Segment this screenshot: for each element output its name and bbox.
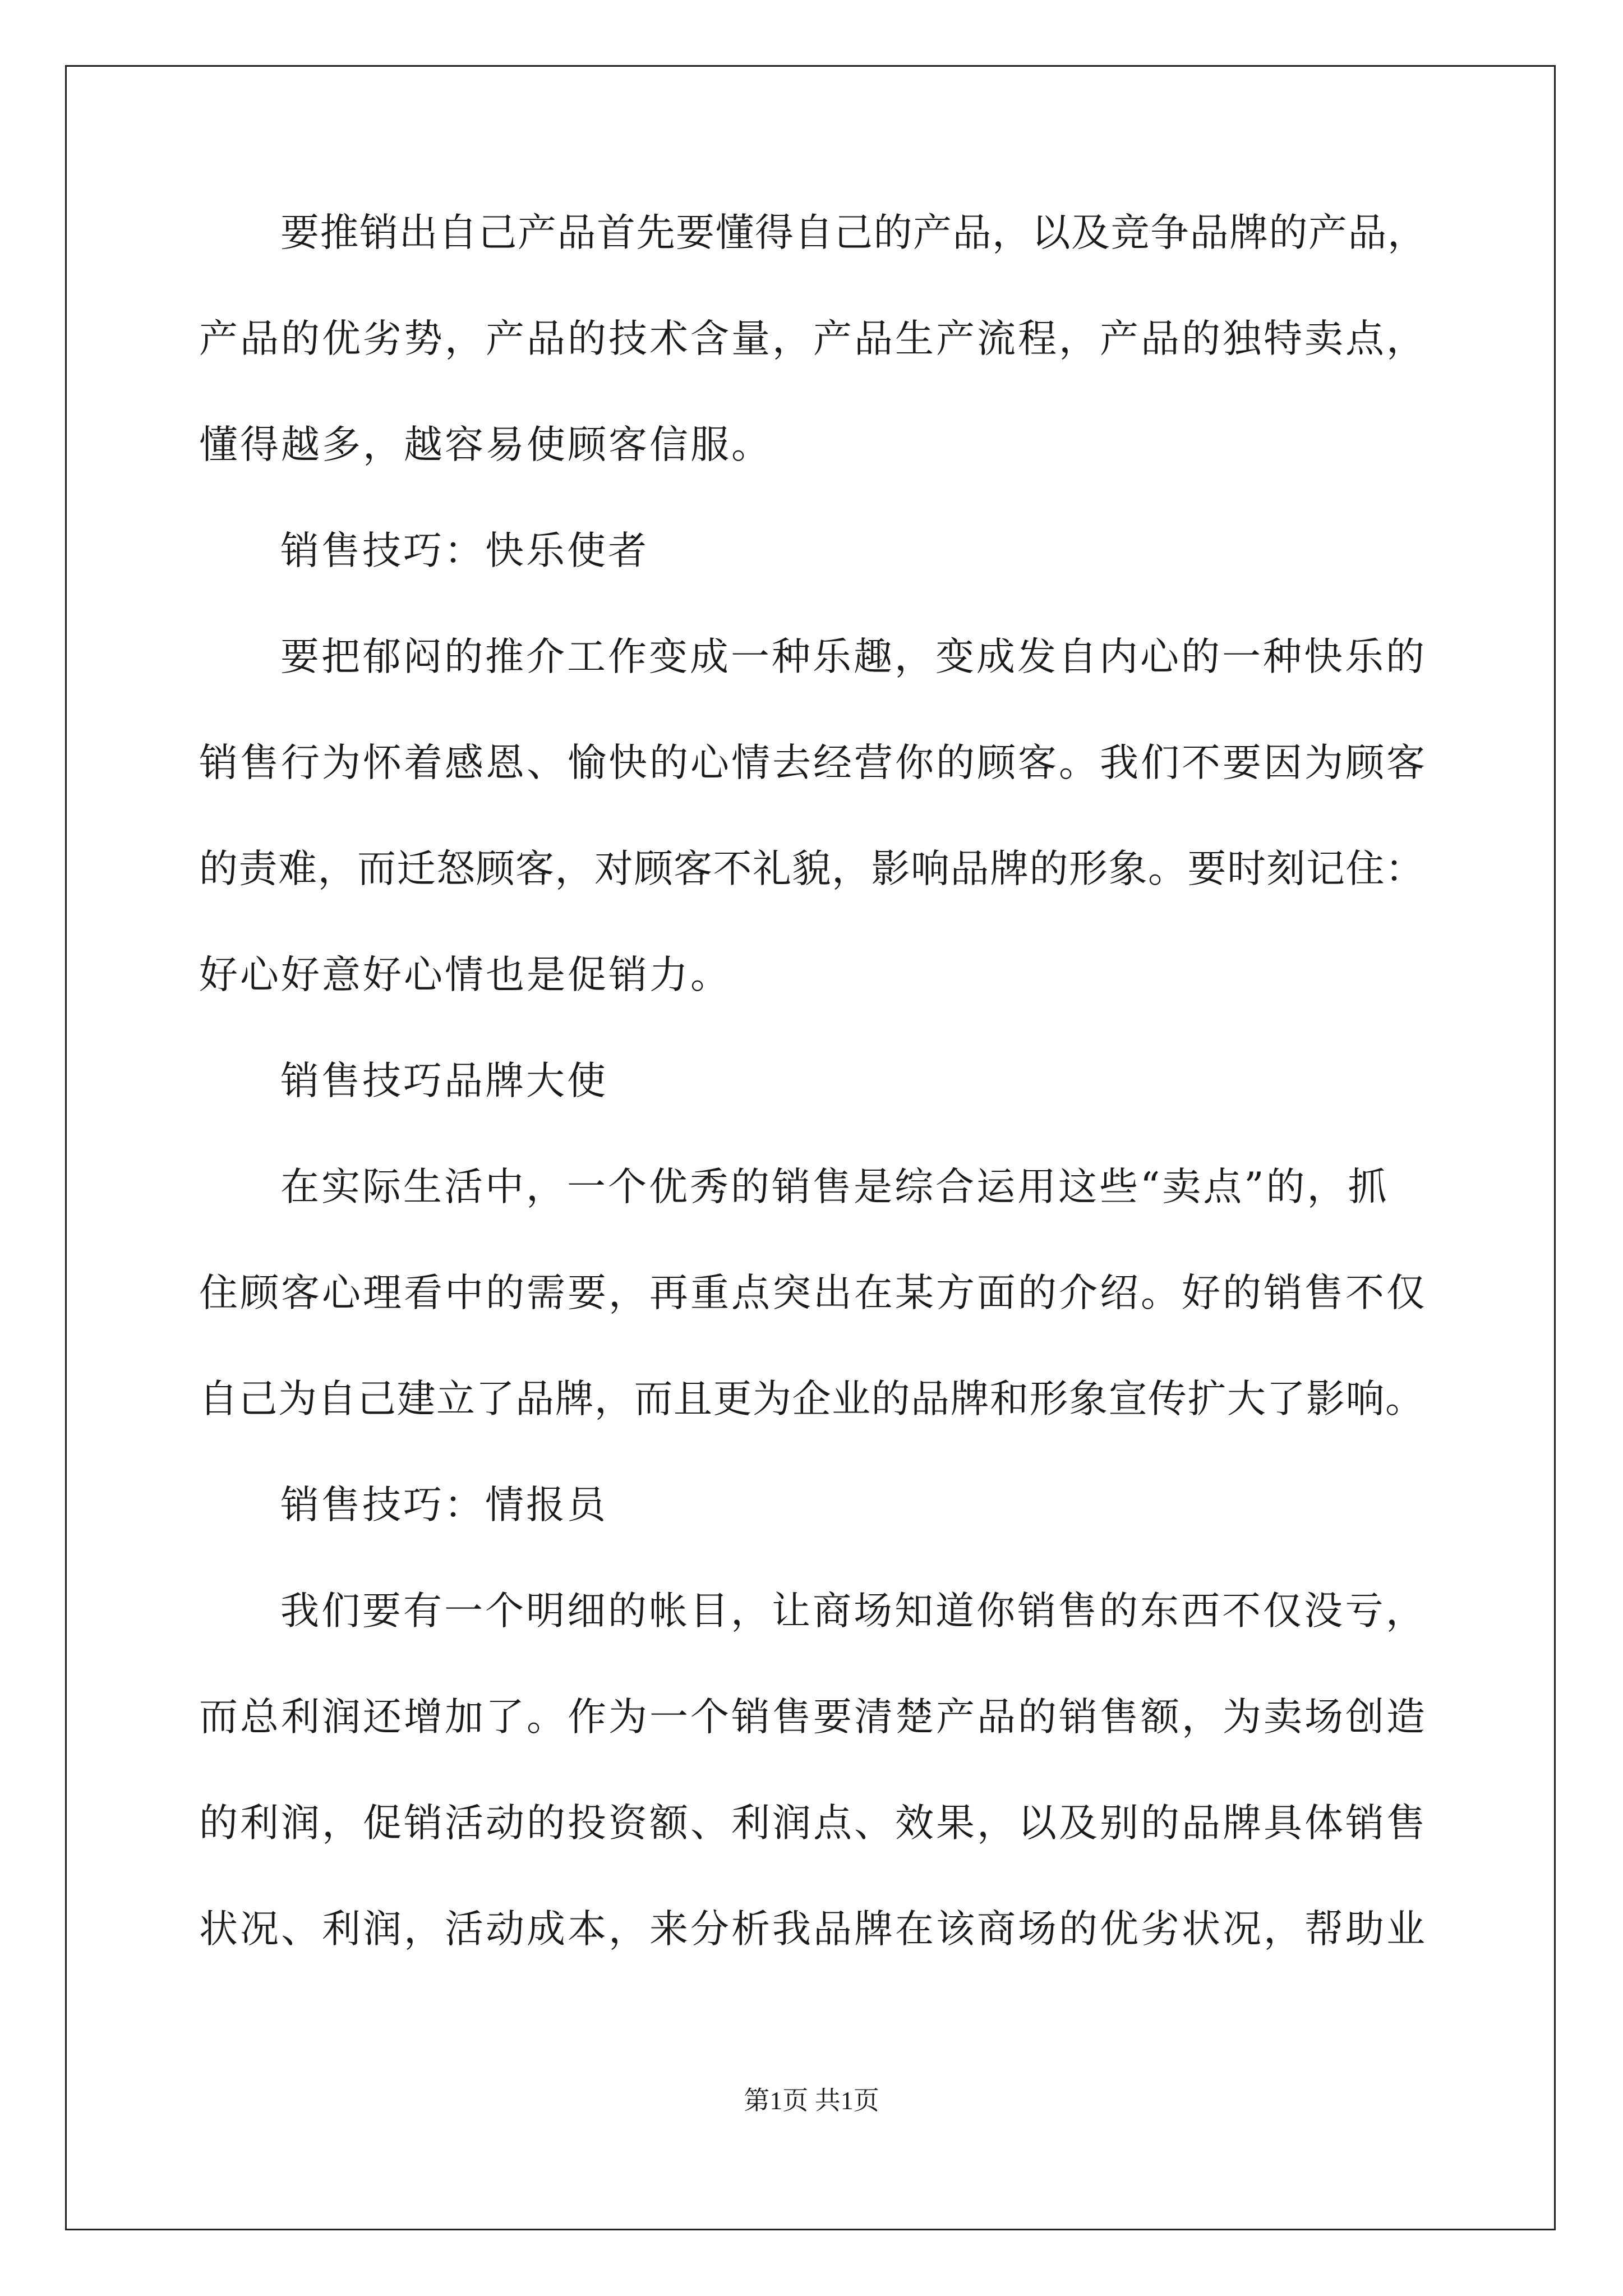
text-line: 状况、利润，活动成本，来分析我品牌在该商场的优劣状况，帮助业 xyxy=(199,1907,1427,1952)
text-line: 我们要有一个明细的帐目，让商场知道你销售的东西不仅没亏， xyxy=(280,1589,1427,1634)
text-line: 销售行为怀着感恩、愉快的心情去经营你的顾客。我们不要因为顾客 xyxy=(199,740,1427,785)
text-line: 住顾客心理看中的需要，再重点突出在某方面的介绍。好的销售不仅 xyxy=(199,1271,1427,1315)
page-number-footer: 第1页 共1页 xyxy=(744,2086,879,2115)
section-heading: 销售技巧：情报员 xyxy=(280,1483,608,1527)
section-heading: 销售技巧品牌大使 xyxy=(280,1059,608,1103)
text-line: 产品的优劣势，产品的技术含量，产品生产流程，产品的独特卖点， xyxy=(199,316,1427,361)
document-body xyxy=(199,210,1433,2016)
text-line: 自己为自己建立了品牌，而且更为企业的品牌和形象宣传扩大了影响。 xyxy=(199,1377,1425,1421)
text-line: 懂得越多，越容易使顾客信服。 xyxy=(199,422,772,467)
text-line: 而总利润还增加了。作为一个销售要清楚产品的销售额，为卖场创造 xyxy=(199,1695,1427,1740)
text-line: 好心好意好心情也是促销力。 xyxy=(199,953,731,997)
text-line: 在实际生活中，一个优秀的销售是综合运用这些“卖点”的，抓 xyxy=(280,1165,1389,1209)
text-line: 的责难，而迁怒顾客，对顾客不礼貌，影响品牌的形象。要时刻记住： xyxy=(199,846,1425,891)
text-line: 要推销出自己产品首先要懂得自己的产品，以及竞争品牌的产品， xyxy=(280,210,1427,255)
section-heading: 销售技巧：快乐使者 xyxy=(280,528,649,573)
text-line: 要把郁闷的推介工作变成一种乐趣，变成发自内心的一种快乐的 xyxy=(280,634,1427,679)
text-line: 的利润，促销活动的投资额、利润点、效果，以及别的品牌具体销售 xyxy=(199,1801,1427,1846)
